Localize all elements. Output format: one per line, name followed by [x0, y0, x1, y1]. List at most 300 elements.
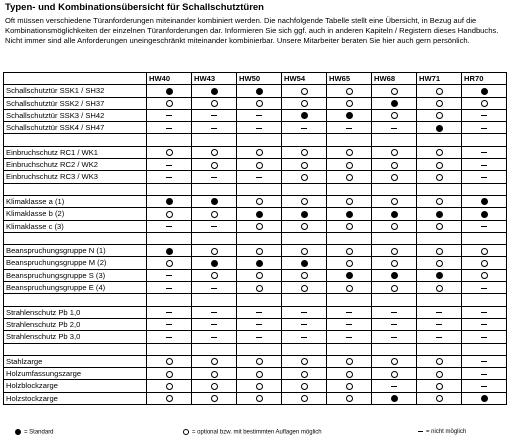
- dash-icon: [481, 361, 487, 362]
- column-header: HW54: [282, 73, 327, 85]
- open-circle-icon: [436, 162, 443, 169]
- open-circle-icon: [436, 371, 443, 378]
- dash-icon: [166, 337, 172, 338]
- matrix-cell: [237, 232, 282, 244]
- matrix-cell: [282, 159, 327, 171]
- open-circle-icon: [301, 149, 308, 156]
- row-label: [4, 183, 147, 195]
- matrix-cell: [192, 392, 237, 404]
- matrix-cell: [192, 245, 237, 257]
- matrix-cell: [327, 146, 372, 158]
- filled-dot-icon: [346, 272, 353, 279]
- row-label: [4, 134, 147, 146]
- open-circle-icon: [301, 198, 308, 205]
- open-circle-icon: [481, 272, 488, 279]
- matrix-cell: [417, 171, 462, 183]
- matrix-cell: [417, 380, 462, 392]
- matrix-cell: [462, 257, 507, 269]
- column-header: HW50: [237, 73, 282, 85]
- matrix-cell: [372, 331, 417, 343]
- matrix-cell: [327, 380, 372, 392]
- matrix-cell: [282, 368, 327, 380]
- dash-icon: [481, 312, 487, 313]
- matrix-cell: [372, 355, 417, 367]
- matrix-cell: [372, 380, 417, 392]
- filled-dot-icon: [211, 88, 218, 95]
- matrix-cell: [417, 318, 462, 330]
- dash-icon: [166, 324, 172, 325]
- column-header: HR70: [462, 73, 507, 85]
- dash-icon: [301, 128, 307, 129]
- row-label: Schallschutztür SSK3 / SH42: [4, 109, 147, 121]
- matrix-cell: [237, 392, 282, 404]
- matrix-cell: [192, 306, 237, 318]
- matrix-cell: [462, 245, 507, 257]
- dash-icon: [166, 177, 172, 178]
- open-circle-icon: [256, 198, 263, 205]
- open-circle-icon: [436, 248, 443, 255]
- dash-icon: [481, 288, 487, 289]
- open-circle-icon: [301, 223, 308, 230]
- matrix-cell: [147, 146, 192, 158]
- open-circle-icon: [481, 248, 488, 255]
- matrix-cell: [237, 306, 282, 318]
- matrix-cell: [147, 269, 192, 281]
- open-circle-icon: [391, 358, 398, 365]
- matrix-cell: [327, 318, 372, 330]
- matrix-cell: [282, 109, 327, 121]
- row-label: Holzumfassungszarge: [4, 368, 147, 380]
- matrix-cell: [417, 269, 462, 281]
- open-circle-icon: [391, 88, 398, 95]
- table-row: [4, 282, 507, 294]
- filled-dot-icon: [301, 211, 308, 218]
- open-circle-icon: [436, 112, 443, 119]
- matrix-cell: [147, 282, 192, 294]
- table-row: [4, 355, 507, 367]
- matrix-cell: [147, 380, 192, 392]
- open-circle-icon: [166, 358, 173, 365]
- matrix-cell: [372, 134, 417, 146]
- open-circle-icon: [346, 198, 353, 205]
- legend: [5, 429, 505, 438]
- matrix-cell: [237, 146, 282, 158]
- matrix-cell: [327, 355, 372, 367]
- matrix-cell: [372, 171, 417, 183]
- filled-dot-icon: [301, 260, 308, 267]
- matrix-cell: [327, 122, 372, 134]
- open-circle-icon: [301, 371, 308, 378]
- open-circle-icon: [211, 272, 218, 279]
- matrix-cell: [282, 245, 327, 257]
- matrix-cell: [372, 282, 417, 294]
- matrix-cell: [237, 269, 282, 281]
- matrix-cell: [372, 220, 417, 232]
- matrix-cell: [372, 208, 417, 220]
- table-header-row: [4, 73, 507, 85]
- open-circle-icon: [436, 198, 443, 205]
- matrix-cell: [462, 146, 507, 158]
- filled-dot-icon: [481, 395, 488, 402]
- filled-dot-icon: [391, 395, 398, 402]
- matrix-cell: [192, 171, 237, 183]
- open-circle-icon: [211, 211, 218, 218]
- matrix-cell: [147, 85, 192, 97]
- dash-icon: [391, 386, 397, 387]
- table-row: [4, 97, 507, 109]
- matrix-cell: [372, 306, 417, 318]
- matrix-cell: [417, 282, 462, 294]
- matrix-cell: [417, 183, 462, 195]
- dash-icon: [211, 226, 217, 227]
- filled-dot-icon: [256, 211, 263, 218]
- open-circle-icon: [211, 395, 218, 402]
- column-header: HW68: [372, 73, 417, 85]
- matrix-cell: [237, 245, 282, 257]
- open-circle-icon: [346, 358, 353, 365]
- matrix-cell: [147, 343, 192, 355]
- matrix-cell: [462, 134, 507, 146]
- matrix-cell: [237, 183, 282, 195]
- open-circle-icon: [256, 371, 263, 378]
- matrix-cell: [327, 97, 372, 109]
- matrix-cell: [147, 171, 192, 183]
- column-header: HW40: [147, 73, 192, 85]
- matrix-cell: [192, 343, 237, 355]
- matrix-cell: [462, 269, 507, 281]
- filled-dot-icon: [166, 248, 173, 255]
- open-circle-icon: [391, 174, 398, 181]
- matrix-cell: [237, 257, 282, 269]
- matrix-cell: [147, 392, 192, 404]
- matrix-cell: [462, 195, 507, 207]
- open-circle-icon: [256, 149, 263, 156]
- dash-icon: [211, 128, 217, 129]
- row-label: Beanspruchungsgruppe N (1): [4, 245, 147, 257]
- matrix-cell: [462, 159, 507, 171]
- matrix-cell: [192, 368, 237, 380]
- matrix-cell: [417, 355, 462, 367]
- table-row: [4, 380, 507, 392]
- dash-icon: [481, 115, 487, 116]
- matrix-cell: [327, 159, 372, 171]
- dash-icon: [256, 115, 262, 116]
- matrix-cell: [327, 368, 372, 380]
- dash-icon: [436, 312, 442, 313]
- row-label: Strahlenschutz Pb 3,0: [4, 331, 147, 343]
- matrix-cell: [282, 380, 327, 392]
- dash-icon: [346, 337, 352, 338]
- matrix-cell: [192, 208, 237, 220]
- matrix-cell: [372, 195, 417, 207]
- matrix-cell: [147, 306, 192, 318]
- matrix-cell: [192, 183, 237, 195]
- dash-icon: [391, 337, 397, 338]
- matrix-cell: [462, 318, 507, 330]
- row-label: [4, 343, 147, 355]
- dash-icon: [256, 337, 262, 338]
- legend-item-optional: [183, 429, 322, 436]
- open-circle-icon: [436, 285, 443, 292]
- open-circle-icon: [346, 162, 353, 169]
- row-label: Schallschutztür SSK1 / SH32: [4, 85, 147, 97]
- filled-dot-icon: [391, 100, 398, 107]
- matrix-cell: [237, 195, 282, 207]
- open-circle-icon: [301, 395, 308, 402]
- open-circle-icon: [391, 112, 398, 119]
- matrix-cell: [327, 245, 372, 257]
- matrix-cell: [192, 122, 237, 134]
- dash-icon: [436, 337, 442, 338]
- matrix-cell: [372, 245, 417, 257]
- matrix-cell: [327, 257, 372, 269]
- open-circle-icon: [256, 248, 263, 255]
- dash-icon: [256, 128, 262, 129]
- matrix-cell: [192, 331, 237, 343]
- page-title: Typen- und Kombinationsübersicht für Schallschutztüren: [5, 2, 264, 13]
- open-circle-icon: [256, 100, 263, 107]
- legend-label-not-possible: = nicht möglich: [426, 429, 467, 435]
- dash-icon: [481, 165, 487, 166]
- table-row: [4, 257, 507, 269]
- matrix-cell: [237, 159, 282, 171]
- matrix-cell: [417, 232, 462, 244]
- matrix-cell: [237, 109, 282, 121]
- matrix-cell: [327, 109, 372, 121]
- table-body: [4, 85, 507, 405]
- open-circle-icon: [166, 383, 173, 390]
- open-circle-icon: [301, 88, 308, 95]
- dash-icon: [481, 152, 487, 153]
- matrix-cell: [417, 159, 462, 171]
- matrix-cell: [192, 232, 237, 244]
- row-label: Schallschutztür SSK2 / SH37: [4, 97, 147, 109]
- matrix-cell: [462, 331, 507, 343]
- matrix-cell: [147, 232, 192, 244]
- matrix-cell: [147, 318, 192, 330]
- matrix-cell: [147, 257, 192, 269]
- open-circle-icon: [211, 358, 218, 365]
- table-row: [4, 159, 507, 171]
- dash-icon: [211, 312, 217, 313]
- dash-icon: [211, 115, 217, 116]
- open-circle-icon: [391, 285, 398, 292]
- matrix-cell: [462, 282, 507, 294]
- dash-icon: [256, 177, 262, 178]
- dash-icon: [301, 337, 307, 338]
- open-circle-icon: [346, 149, 353, 156]
- open-circle-icon: [346, 248, 353, 255]
- open-circle-icon: [346, 383, 353, 390]
- row-label: Klimaklasse c (3): [4, 220, 147, 232]
- matrix-cell: [282, 122, 327, 134]
- matrix-cell: [417, 331, 462, 343]
- matrix-cell: [462, 183, 507, 195]
- spacer-row: [4, 183, 507, 195]
- matrix-cell: [237, 355, 282, 367]
- matrix-cell: [372, 294, 417, 306]
- open-circle-icon: [391, 198, 398, 205]
- table-row: [4, 85, 507, 97]
- open-circle-icon: [256, 162, 263, 169]
- matrix-cell: [462, 109, 507, 121]
- matrix-cell: [327, 269, 372, 281]
- matrix-cell: [417, 368, 462, 380]
- matrix-cell: [417, 208, 462, 220]
- spacer-row: [4, 294, 507, 306]
- open-circle-icon: [391, 223, 398, 230]
- matrix-cell: [417, 109, 462, 121]
- open-circle-icon: [436, 395, 443, 402]
- matrix-cell: [192, 134, 237, 146]
- open-circle-icon: [183, 429, 189, 435]
- filled-dot-icon: [436, 125, 443, 132]
- dash-icon: [166, 115, 172, 116]
- table-row: [4, 269, 507, 281]
- open-circle-icon: [166, 149, 173, 156]
- open-circle-icon: [391, 149, 398, 156]
- open-circle-icon: [346, 88, 353, 95]
- table-row: [4, 171, 507, 183]
- dash-icon: [481, 177, 487, 178]
- filled-dot-icon: [481, 211, 488, 218]
- matrix-cell: [237, 282, 282, 294]
- matrix-cell: [147, 195, 192, 207]
- matrix-cell: [327, 343, 372, 355]
- table-row: [4, 208, 507, 220]
- filled-dot-icon: [391, 272, 398, 279]
- dash-icon: [301, 324, 307, 325]
- matrix-cell: [282, 306, 327, 318]
- matrix-cell: [372, 269, 417, 281]
- open-circle-icon: [346, 100, 353, 107]
- matrix-cell: [282, 195, 327, 207]
- row-label: Schallschutztür SSK4 / SH47: [4, 122, 147, 134]
- legend-label-standard: = Standard: [24, 429, 54, 436]
- legend-label-optional: = optional bzw. mit bestimmten Auflagen möglich: [192, 429, 322, 436]
- open-circle-icon: [256, 223, 263, 230]
- filled-dot-icon: [256, 88, 263, 95]
- matrix-cell: [327, 232, 372, 244]
- dash-icon: [166, 312, 172, 313]
- dash-icon: [211, 337, 217, 338]
- open-circle-icon: [436, 358, 443, 365]
- matrix-cell: [417, 122, 462, 134]
- header-corner-cell: [4, 73, 147, 85]
- matrix-cell: [327, 294, 372, 306]
- matrix-cell: [327, 220, 372, 232]
- open-circle-icon: [436, 100, 443, 107]
- matrix-cell: [147, 331, 192, 343]
- dash-icon: [346, 128, 352, 129]
- open-circle-icon: [436, 260, 443, 267]
- open-circle-icon: [436, 149, 443, 156]
- dash-icon: [211, 177, 217, 178]
- open-circle-icon: [301, 358, 308, 365]
- open-circle-icon: [301, 272, 308, 279]
- matrix-cell: [327, 85, 372, 97]
- dash-icon: [166, 288, 172, 289]
- open-circle-icon: [256, 358, 263, 365]
- open-circle-icon: [211, 248, 218, 255]
- matrix-cell: [192, 269, 237, 281]
- matrix-cell: [237, 85, 282, 97]
- open-circle-icon: [481, 100, 488, 107]
- matrix-cell: [147, 208, 192, 220]
- open-circle-icon: [436, 223, 443, 230]
- filled-dot-icon: [256, 260, 263, 267]
- matrix-cell: [462, 171, 507, 183]
- matrix-cell: [327, 171, 372, 183]
- matrix-cell: [192, 282, 237, 294]
- open-circle-icon: [391, 248, 398, 255]
- matrix-cell: [282, 257, 327, 269]
- table-row: [4, 392, 507, 404]
- table-row: [4, 146, 507, 158]
- column-header: HW43: [192, 73, 237, 85]
- matrix-cell: [237, 343, 282, 355]
- matrix-cell: [192, 146, 237, 158]
- dash-icon: [211, 324, 217, 325]
- matrix-cell: [327, 282, 372, 294]
- matrix-cell: [237, 368, 282, 380]
- matrix-cell: [147, 97, 192, 109]
- open-circle-icon: [436, 88, 443, 95]
- matrix-cell: [282, 343, 327, 355]
- row-label: Beanspruchungsgruppe E (4): [4, 282, 147, 294]
- matrix-cell: [237, 294, 282, 306]
- matrix-cell: [327, 195, 372, 207]
- matrix-cell: [372, 392, 417, 404]
- open-circle-icon: [301, 383, 308, 390]
- open-circle-icon: [301, 248, 308, 255]
- matrix-cell: [192, 380, 237, 392]
- matrix-cell: [282, 85, 327, 97]
- matrix-cell: [147, 220, 192, 232]
- dash-icon: [166, 165, 172, 166]
- legend-item-standard: [15, 429, 54, 436]
- open-circle-icon: [391, 260, 398, 267]
- matrix-cell: [372, 122, 417, 134]
- open-circle-icon: [256, 383, 263, 390]
- legend-item-not-possible: [418, 429, 466, 435]
- open-circle-icon: [301, 174, 308, 181]
- filled-dot-icon: [436, 211, 443, 218]
- open-circle-icon: [391, 371, 398, 378]
- matrix-cell: [417, 306, 462, 318]
- matrix-cell: [327, 208, 372, 220]
- matrix-cell: [147, 122, 192, 134]
- matrix-cell: [192, 257, 237, 269]
- matrix-cell: [417, 245, 462, 257]
- filled-dot-icon: [436, 272, 443, 279]
- matrix-cell: [417, 257, 462, 269]
- matrix-cell: [282, 134, 327, 146]
- matrix-cell: [282, 331, 327, 343]
- filled-dot-icon: [211, 198, 218, 205]
- matrix-cell: [282, 208, 327, 220]
- open-circle-icon: [166, 371, 173, 378]
- open-circle-icon: [346, 285, 353, 292]
- open-circle-icon: [166, 100, 173, 107]
- table-row: [4, 306, 507, 318]
- matrix-cell: [237, 134, 282, 146]
- matrix-cell: [147, 245, 192, 257]
- filled-dot-icon: [166, 198, 173, 205]
- matrix-cell: [417, 146, 462, 158]
- row-label: Klimaklasse b (2): [4, 208, 147, 220]
- matrix-cell: [237, 331, 282, 343]
